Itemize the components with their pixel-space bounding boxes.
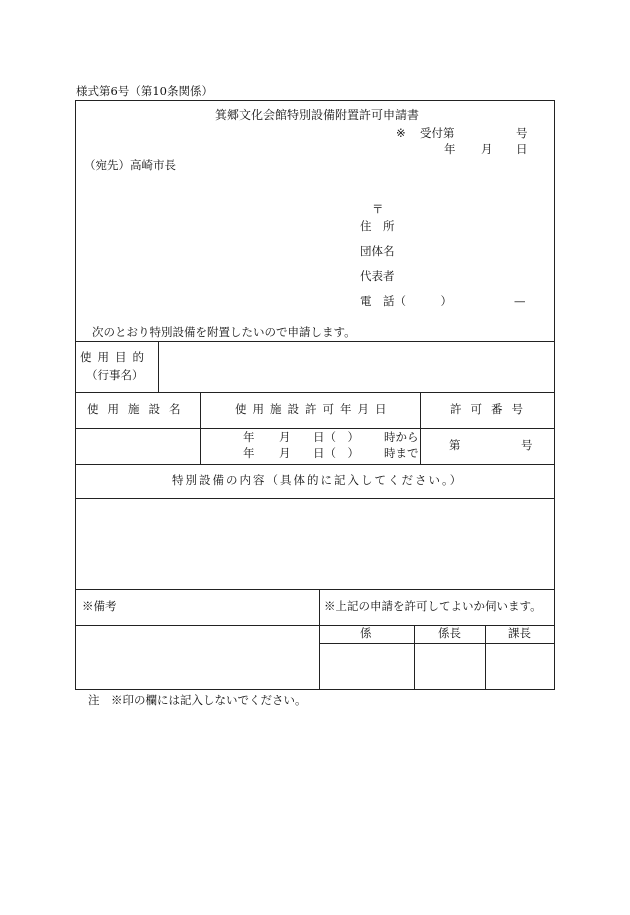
receipt-mark: ※	[396, 126, 406, 140]
to-time: 時まで	[384, 446, 419, 460]
to-day: 日（ ）	[313, 446, 359, 460]
content-header: 特別設備の内容（具体的に記入してください。）	[172, 473, 464, 487]
rule	[75, 392, 555, 393]
representative-label: 代表者	[360, 269, 395, 283]
rule	[75, 428, 555, 429]
date-month: 月	[481, 142, 493, 156]
rule	[420, 392, 421, 464]
phone-dash: —	[514, 294, 526, 308]
permit-number-header: 許可番号	[450, 402, 532, 416]
receipt-label: 受付第	[420, 126, 455, 140]
phone-label: 電 話（ ）	[360, 294, 452, 308]
from-day: 日（ ）	[313, 430, 359, 444]
approval-manager-header: 課長	[508, 626, 531, 640]
approval-note: ※上記の申請を許可してよいか伺います。	[324, 599, 542, 613]
form-number: 様式第6号（第10条関係）	[76, 84, 213, 98]
receipt-suffix: 号	[516, 126, 528, 140]
rule	[485, 625, 486, 690]
facility-header: 使用施設名	[87, 402, 190, 416]
approval-chief-header: 係長	[438, 626, 461, 640]
address-label: 住 所	[360, 219, 395, 233]
postal-mark: 〒	[372, 202, 384, 216]
permit-number-prefix: 第	[449, 438, 461, 452]
purpose-label: 使用目的	[80, 350, 150, 364]
rule	[75, 464, 555, 465]
date-year: 年	[444, 142, 456, 156]
to-year: 年	[243, 446, 255, 460]
permit-number-suffix: 号	[521, 438, 533, 452]
rule	[75, 341, 555, 342]
purpose-field[interactable]	[160, 343, 554, 391]
rule	[75, 589, 555, 590]
rule	[414, 625, 415, 690]
from-year: 年	[243, 430, 255, 444]
date-day: 日	[516, 142, 528, 156]
approval-staff-header: 係	[360, 626, 372, 640]
facility-field[interactable]	[76, 430, 199, 463]
rule	[319, 643, 555, 644]
rule	[75, 625, 555, 626]
rule	[75, 498, 555, 499]
rule	[319, 589, 320, 690]
permit-date-header: 使用施設許可年月日	[235, 402, 393, 416]
group-label: 団体名	[360, 244, 395, 258]
rule	[200, 392, 201, 464]
request-text: 次のとおり特別設備を附置したいので申請します。	[92, 325, 356, 339]
to-month: 月	[279, 446, 291, 460]
rule	[158, 341, 159, 392]
form-title: 箕郷文化会館特別設備附置許可申請書	[215, 108, 420, 122]
content-field[interactable]	[76, 500, 554, 588]
from-time: 時から	[384, 430, 419, 444]
from-month: 月	[279, 430, 291, 444]
remarks-label: ※備考	[82, 599, 117, 613]
purpose-sublabel: （行事名）	[86, 368, 144, 382]
footnote: 注 ※印の欄には記入しないでください。	[88, 693, 307, 707]
addressee: （宛先）高崎市長	[84, 158, 176, 172]
